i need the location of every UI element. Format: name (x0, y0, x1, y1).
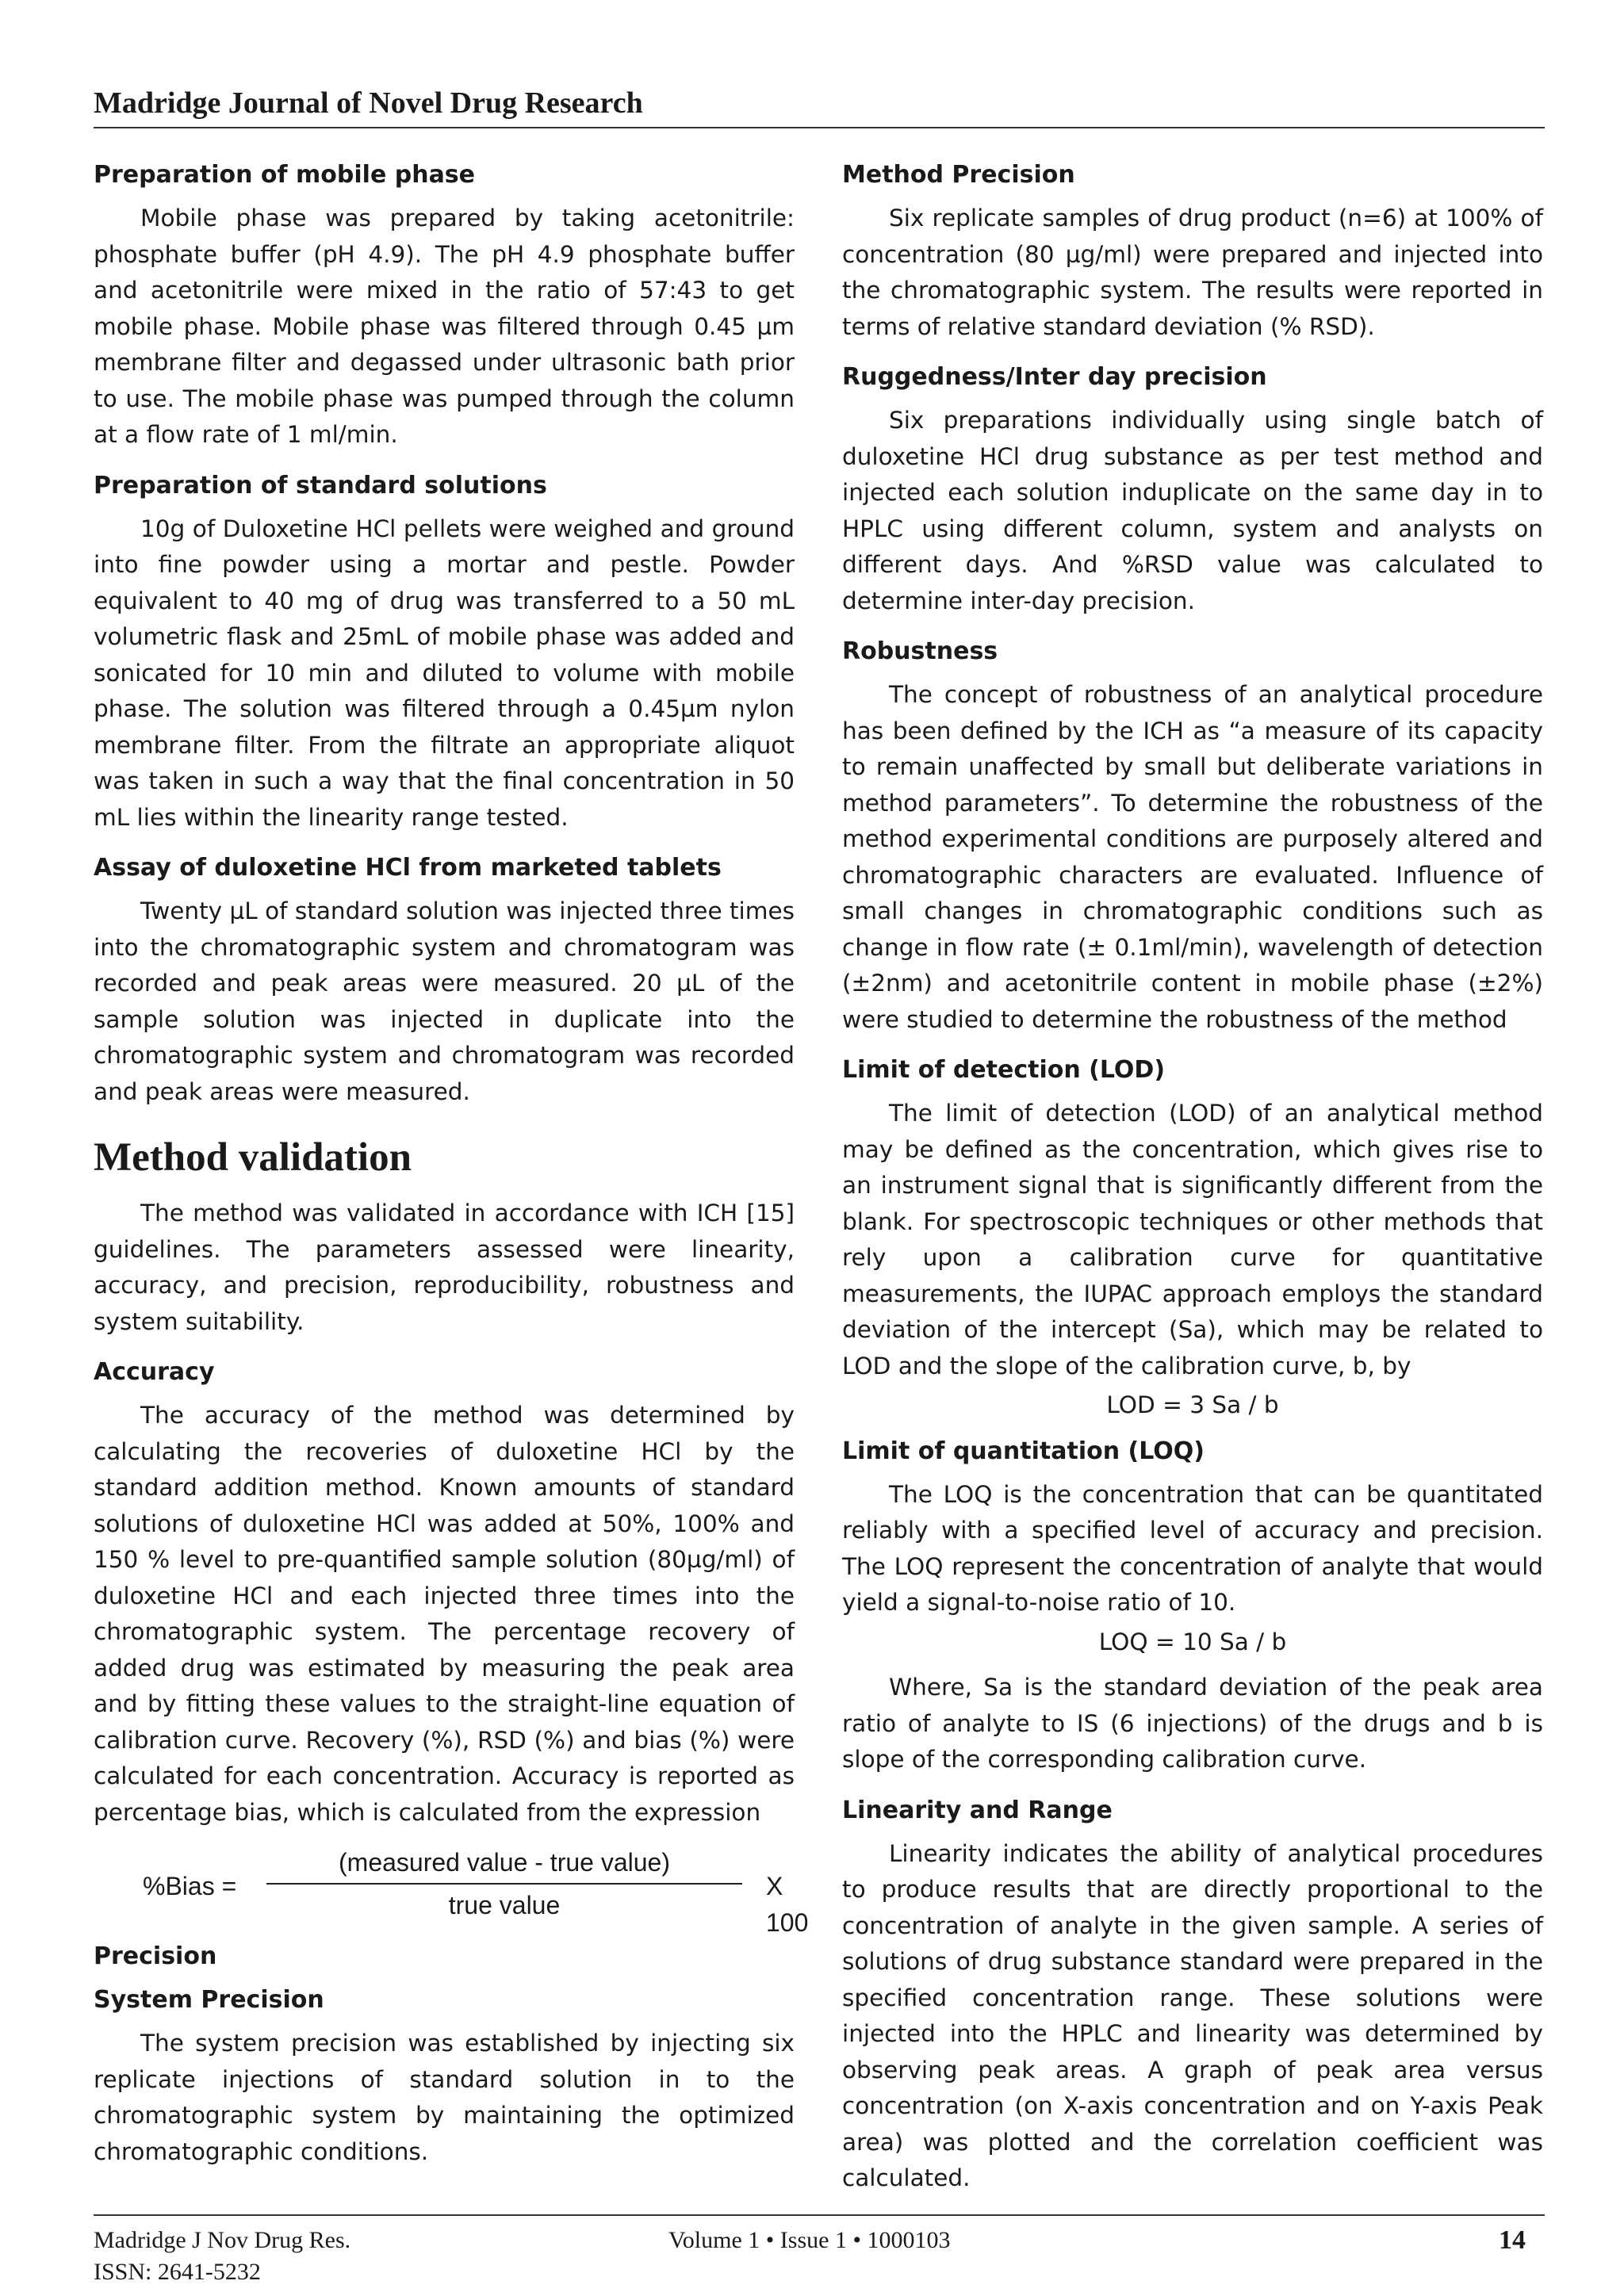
footer-rule (94, 2214, 1545, 2216)
accuracy-paragraph: The accuracy of the method was determined by calculating the recoveries of duloxetine HCl by the standard addition method. Known amounts of standard solutions of duloxetine HCl was added at 50%, 100% and 150 % level to pre-quantified sample solution (80µg/ml) of duloxetine HCl and each injected three times into the chromatographic system. The percentage recovery of added drug was estimated by measuring the peak area and by fitting these values to the straight-line equation of calibration curve. Recovery (%), RSD (%) and bias (%) were calculated for each concentration. Accuracy is reported as percentage bias, which is calculated from the expression (94, 1402, 795, 1826)
bias-formula-fraction (266, 1845, 742, 1923)
system-precision-heading: System Precision (94, 1986, 324, 2014)
method-precision-heading: Method Precision (842, 161, 1075, 189)
ruggedness-heading: Ruggedness/Inter day precision (842, 363, 1267, 391)
fraction-bar (266, 1883, 742, 1885)
page-number: 14 (1499, 2225, 1526, 2255)
bias-formula-multiplier: X 100 (766, 1872, 809, 1937)
footer-journal-abbrev: Madridge J Nov Drug Res. (94, 2227, 351, 2253)
footer-issn: ISSN: 2641-5232 (94, 2259, 261, 2285)
ruggedness-paragraph: Six preparations individually using single batch of duloxetine HCl drug substance as per test method and injected each solution induplicate on the same day in to HPLC using different column, system and analysts on different days. And %RSD value was calculated to determine inter-day precision. (842, 407, 1543, 614)
right-column (842, 157, 1543, 2211)
robustness-paragraph: The concept of robustness of an analytical procedure has been defined by the ICH as “a measure of its capacity to remain unaffected by small but deliberate variations in method parameters”. To determine the robustness of the method experimental conditions are purposely altered and chromatographic characters are evaluated. Influence of small changes in chromatographic conditions such as change in flow rate (± 0.1ml/min), wavelength of detection (±2nm) and acetonitrile content in mobile phase (±2%) were studied to determine the robustness of the method (842, 681, 1543, 1033)
accuracy-heading: Accuracy (94, 1358, 215, 1386)
method-validation-paragraph: The method was validated in accordance with ICH [15] guidelines. The parameters assessed were linearity, accuracy, and precision, reproducibility, robustness and system suitability. (94, 1200, 795, 1335)
bias-formula-denominator: true value (448, 1891, 561, 1919)
lod-heading: Limit of detection (LOD) (842, 1056, 1166, 1084)
linearity-heading: Linearity and Range (842, 1796, 1113, 1824)
bias-formula (94, 1845, 809, 1937)
journal-header: Madridge Journal of Novel Drug Research (94, 86, 1545, 128)
loq-paragraph: The LOQ is the concentration that can be quantitated reliably with a specified level of accuracy and precision. The LOQ represent the concentration of analyte that would yield a signal-to-noise ratio of 10. (842, 1480, 1543, 1616)
loq-heading: Limit of quantitation (LOQ) (842, 1437, 1205, 1465)
standard-solutions-paragraph: 10g of Duloxetine HCl pellets were weighed and ground into fine powder using a mortar and pestle. Powder equivalent to 40 mg of drug was transferred to a 50 mL volumetric flask and 25mL of mobile phase was added and sonicated for 10 min and diluted to volume with mobile phase. The solution was filtered through a 0.45µm nylon membrane filter. From the filtrate an appropriate aliquot was taken in such a way that the final concentration in 50 mL lies within the linearity range tested. (94, 515, 795, 831)
bias-formula-numerator: (measured value - true value) (339, 1848, 670, 1877)
robustness-heading: Robustness (842, 637, 998, 665)
precision-heading: Precision (94, 1942, 217, 1970)
system-precision-paragraph: The system precision was established by injecting six replicate injections of standard solution in to the chromatographic system by maintaining the optimized chromatographic conditions. (94, 2030, 795, 2165)
loq-formula: LOQ = 10 Sa / b (1098, 1628, 1287, 1655)
method-precision-paragraph: Six replicate samples of drug product (n=6) at 100% of concentration (80 µg/ml) were prepared and injected into the chromatographic system. The results were reported in terms of relative standard deviation (% RSD). (842, 205, 1543, 340)
linearity-paragraph: Linearity indicates the ability of analytical procedures to produce results that are directly proportional to the concentration of analyte in the given sample. A series of solutions of drug substance standard were prepared in the specified concentration range. These solutions were injected into the HPLC and linearity was determined by observing peak areas. A graph of peak area versus concentration (on X-axis concentration and on Y-axis Peak area) was plotted and the correlation coefficient was calculated. (842, 1839, 1543, 2191)
lod-formula: LOD = 3 Sa / b (1106, 1391, 1279, 1418)
assay-paragraph: Twenty µL of standard solution was injected three times into the chromatographic system and chromatogram was recorded and peak areas were measured. 20 µL of the sample solution was injected in duplicate into the chromatographic system and chromatogram was recorded and peak areas were measured. (94, 897, 795, 1105)
standard-solutions-heading: Preparation of standard solutions (94, 471, 547, 499)
assay-heading: Assay of duloxetine HCl from marketed tablets (94, 854, 722, 882)
mobile-phase-paragraph: Mobile phase was prepared by taking acetonitrile: phosphate buffer (pH 4.9). The pH 4.9 phosphate buffer and acetonitrile were mixed in the ratio of 57:43 to get mobile phase. Mobile phase was filtered through 0.45 µm membrane filter and degassed under ultrasonic bath prior to use. The mobile phase was pumped through the column at a flow rate of 1 ml/min. (94, 205, 795, 448)
footer-left (94, 2225, 350, 2288)
bias-formula-lhs: %Bias = (143, 1872, 237, 1900)
lod-paragraph: The limit of detection (LOD) of an analytical method may be defined as the concentration, which gives rise to an instrument signal that is significantly different from the blank. For spectroscopic techniques or other methods that rely upon a calibration curve for quantitative measurements, the IUPAC approach employs the standard deviation of the intercept (Sa), which may be related to LOD and the slope of the calibration curve, b, by (842, 1100, 1543, 1380)
method-validation-title: Method validation (94, 1135, 412, 1180)
footer-volume-issue: Volume 1 • Issue 1 • 1000103 (668, 2227, 951, 2253)
loq-where-paragraph: Where, Sa is the standard deviation of the peak area ratio of analyte to IS (6 injections) of the drugs and b is slope of the corresponding calibration curve. (842, 1674, 1543, 1773)
mobile-phase-heading: Preparation of mobile phase (94, 161, 476, 189)
left-column (94, 157, 809, 2184)
